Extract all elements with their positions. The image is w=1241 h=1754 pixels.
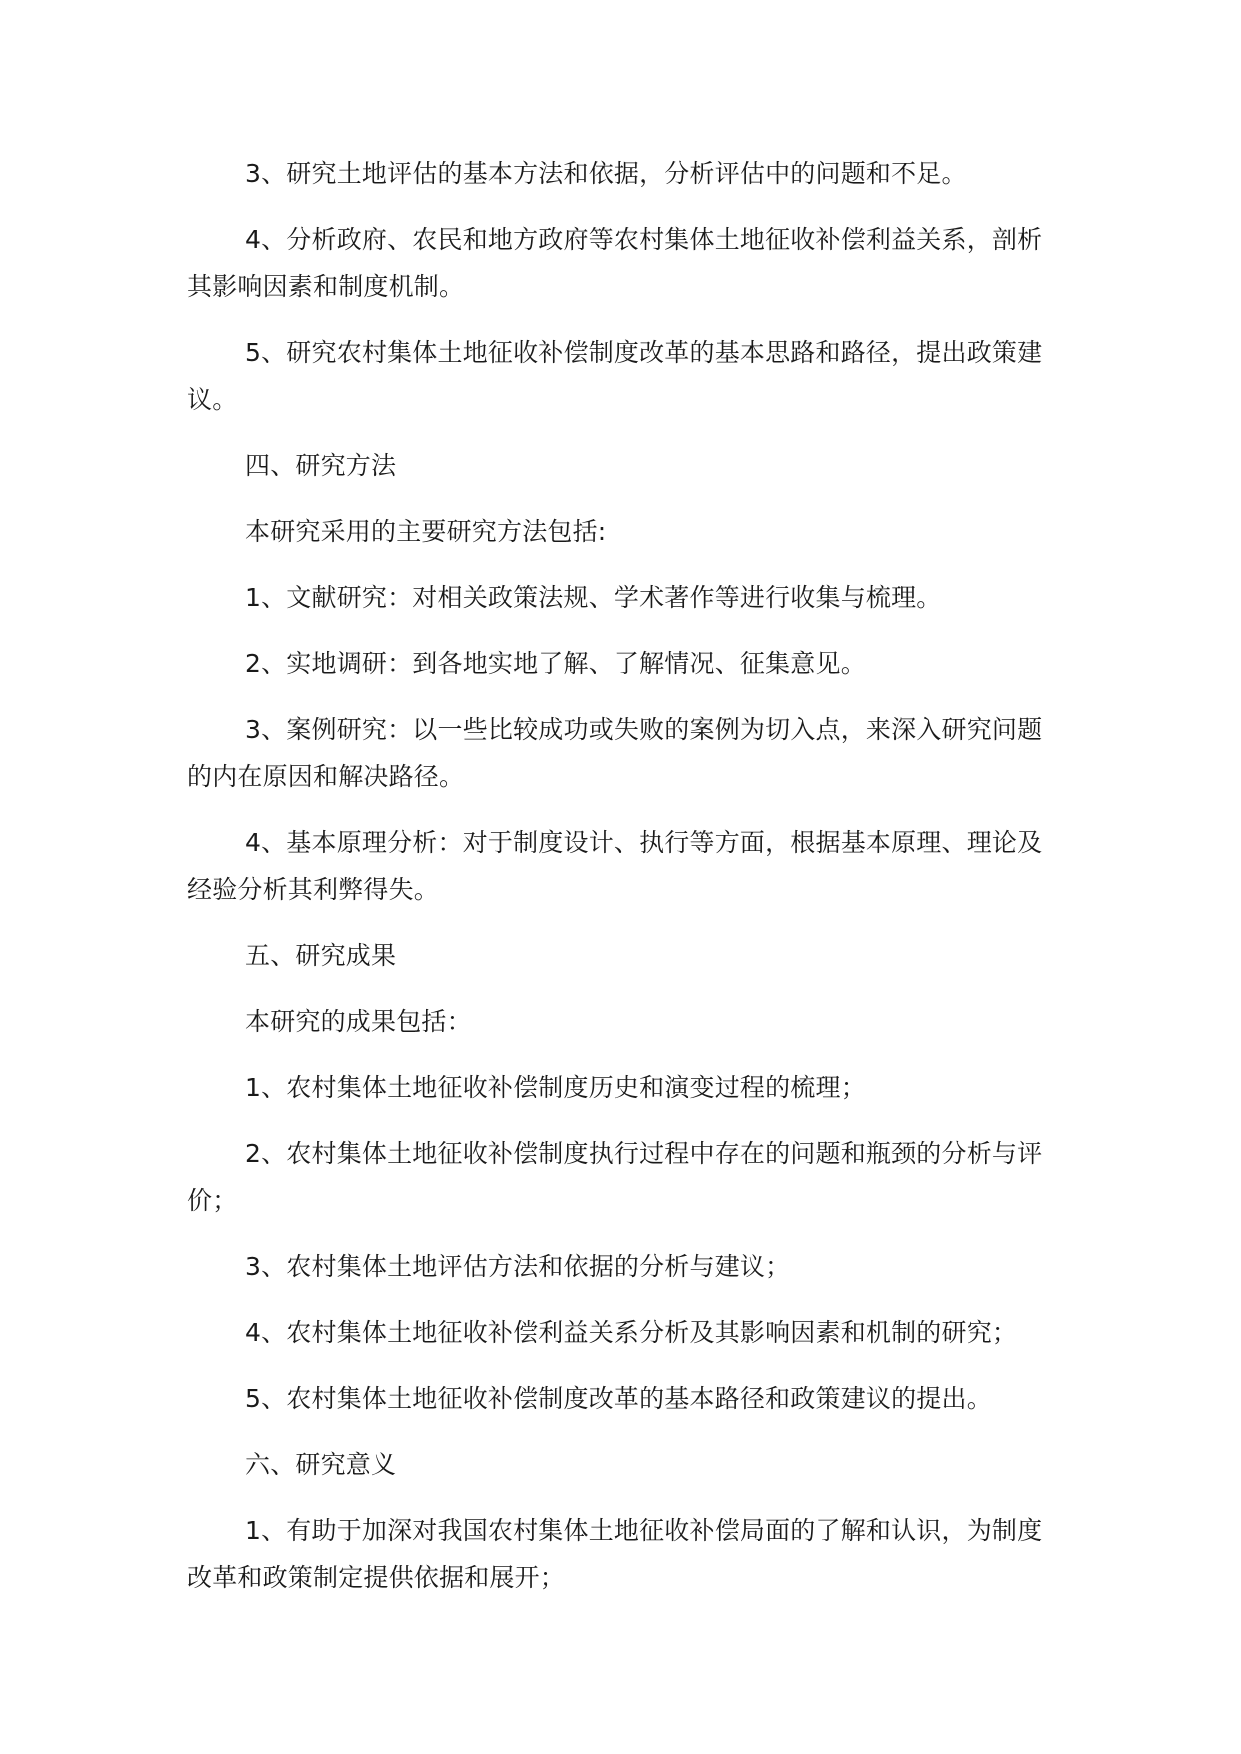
paragraph: 4、分析政府、农民和地方政府等农村集体土地征收补偿利益关系，剖析其影响因素和制度机制。 xyxy=(187,225,1043,301)
list-item: 5、农村集体土地征收补偿制度改革的基本路径和政策建议的提出。 xyxy=(245,1384,992,1413)
list-item: 4、基本原理分析：对于制度设计、执行等方面，根据基本原理、理论及经验分析其利弊得失。 xyxy=(187,828,1043,904)
paragraph: 3、研究土地评估的基本方法和依据，分析评估中的问题和不足。 xyxy=(245,159,967,188)
paragraph: 本研究的成果包括： xyxy=(245,1007,472,1036)
list-item: 3、案例研究：以一些比较成功或失败的案例为切入点，来深入研究问题的内在原因和解决路径。 xyxy=(187,715,1043,791)
section-heading: 四、研究方法 xyxy=(245,451,397,480)
section-heading: 五、研究成果 xyxy=(245,941,397,970)
paragraph: 5、研究农村集体土地征收补偿制度改革的基本思路和路径，提出政策建议。 xyxy=(187,338,1043,414)
list-item: 4、农村集体土地征收补偿利益关系分析及其影响因素和机制的研究； xyxy=(245,1318,1018,1347)
list-item: 2、实地调研：到各地实地了解、了解情况、征集意见。 xyxy=(245,649,866,678)
list-item: 3、农村集体土地评估方法和依据的分析与建议； xyxy=(245,1252,791,1281)
list-item: 1、农村集体土地征收补偿制度历史和演变过程的梳理； xyxy=(245,1073,866,1102)
paragraph: 本研究采用的主要研究方法包括: xyxy=(245,517,607,546)
list-item: 1、文献研究：对相关政策法规、学术著作等进行收集与梳理。 xyxy=(245,583,942,612)
section-heading: 六、研究意义 xyxy=(245,1450,397,1479)
document-body xyxy=(187,150,1057,1601)
list-item: 2、农村集体土地征收补偿制度执行过程中存在的问题和瓶颈的分析与评价； xyxy=(187,1139,1043,1215)
list-item: 1、有助于加深对我国农村集体土地征收补偿局面的了解和认识，为制度改革和政策制定提供依据和展开； xyxy=(187,1516,1043,1592)
